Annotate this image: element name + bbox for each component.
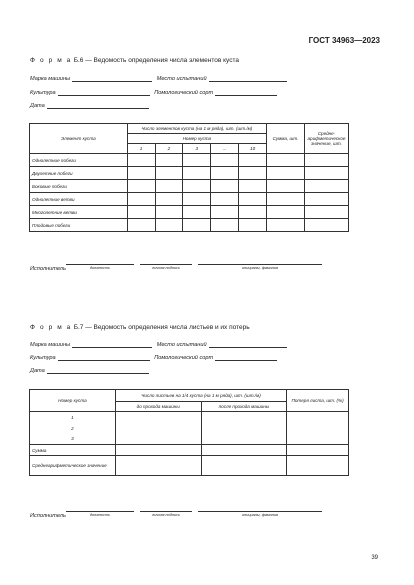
name-line[interactable] xyxy=(198,510,322,512)
form-label: Ф о р м а xyxy=(30,324,72,331)
machine-line[interactable] xyxy=(72,75,152,82)
table-row xyxy=(30,219,349,232)
page-number: 39 xyxy=(371,555,378,561)
table-row xyxy=(30,206,349,219)
bush-number-ellipsis: ... xyxy=(211,144,239,154)
test-place-label: Место испытаний xyxy=(156,76,207,82)
row-label: Среднеарифметическое значение xyxy=(30,456,116,476)
test-place-line[interactable] xyxy=(209,75,287,82)
header-count-group: Число листьев на 1/4 куста (на 1 м ряда), шт. (шт./м) xyxy=(115,390,286,402)
crop-line[interactable] xyxy=(58,89,150,96)
bush-number-2: 2 xyxy=(155,144,183,154)
form-title-b6 xyxy=(30,57,239,64)
row-label: 3 xyxy=(30,434,116,445)
date-label: Дата xyxy=(30,368,45,374)
header-after-machine: после прохода машины xyxy=(201,402,287,412)
crop-line[interactable] xyxy=(58,354,150,361)
crop-label: Культура xyxy=(30,355,56,361)
bush-number-3: 3 xyxy=(183,144,211,154)
header-bush-number: Номер куста xyxy=(30,390,116,412)
pomological-label: Помологический сорт xyxy=(154,355,214,361)
row-label: Однолетние побеги xyxy=(30,154,128,167)
field-row-date xyxy=(30,367,149,374)
machine-line[interactable] xyxy=(72,341,152,348)
field-row-crop xyxy=(30,89,277,96)
field-row-machine xyxy=(30,341,287,348)
form-number: Б.7 xyxy=(73,324,84,331)
table-row xyxy=(30,423,349,434)
header-mean: Средне-арифметическое значение, шт. xyxy=(304,124,348,154)
test-place-line[interactable] xyxy=(209,341,287,348)
header-before-machine: до прохода машины xyxy=(115,402,201,412)
elements-table xyxy=(29,123,349,232)
table-row xyxy=(30,167,349,180)
bush-number-10: 10 xyxy=(239,144,267,154)
name-caption: инициалы, фамилия xyxy=(242,513,278,517)
name-line[interactable] xyxy=(198,263,322,265)
header-loss: Потеря листа, шт. (%) xyxy=(287,390,349,412)
executor-label: Исполнитель xyxy=(30,266,66,272)
header-bush-number: Номер куста xyxy=(127,134,266,144)
signature-block-b6 xyxy=(30,257,66,275)
leaves-table xyxy=(29,389,349,476)
pomological-line[interactable] xyxy=(215,89,277,96)
table-row xyxy=(30,434,349,445)
form-label: Ф о р м а xyxy=(30,57,72,64)
pomological-line[interactable] xyxy=(215,354,277,361)
row-label: Сумма xyxy=(30,445,116,456)
row-label: Плодовые побеги xyxy=(30,219,128,232)
table-row xyxy=(30,412,349,423)
row-label: Двулетние побеги xyxy=(30,167,128,180)
pomological-label: Помологический сорт xyxy=(154,90,214,96)
form-title-b7 xyxy=(30,324,250,331)
signature-caption: личная подпись xyxy=(152,266,180,270)
header-count-group: Число элементов куста (на 1 м ряда), шт. (шт./м) xyxy=(127,124,266,134)
table-row xyxy=(30,180,349,193)
form-caption: — Ведомость определения числа листьев и их потерь xyxy=(85,324,250,331)
crop-label: Культура xyxy=(30,90,56,96)
table-row xyxy=(30,456,349,476)
date-line[interactable] xyxy=(47,367,149,374)
row-label: Боковые побеги xyxy=(30,180,128,193)
field-row-crop xyxy=(30,354,277,361)
header-sum: Сумма, шт. xyxy=(267,124,305,154)
bush-number-1: 1 xyxy=(127,144,155,154)
field-row-machine xyxy=(30,75,287,82)
executor-label: Исполнитель xyxy=(30,513,66,519)
position-line[interactable] xyxy=(66,263,134,265)
form-number: Б.6 xyxy=(73,57,84,64)
row-label: Однолетние ветви xyxy=(30,193,128,206)
signature-caption: личная подпись xyxy=(152,513,180,517)
row-label: 2 xyxy=(30,423,116,434)
form-caption: — Ведомость определения числа элементов куста xyxy=(85,57,239,64)
date-label: Дата xyxy=(30,103,45,109)
header-element: Элемент куста xyxy=(30,124,128,154)
position-caption: должность xyxy=(89,266,111,270)
signature-line[interactable] xyxy=(140,510,192,512)
position-line[interactable] xyxy=(66,510,134,512)
table-row xyxy=(30,445,349,456)
row-label: 1 xyxy=(30,412,116,423)
machine-label: Марка машины xyxy=(30,342,71,348)
date-line[interactable] xyxy=(47,102,149,109)
name-caption: инициалы, фамилия xyxy=(242,266,278,270)
document-code: ГОСТ 34963—2023 xyxy=(308,36,380,45)
machine-label: Марка машины xyxy=(30,76,71,82)
position-caption: должность xyxy=(89,513,111,517)
row-label: Многолетние ветви xyxy=(30,206,128,219)
test-place-label: Место испытаний xyxy=(156,342,207,348)
table-row xyxy=(30,193,349,206)
table-row xyxy=(30,154,349,167)
signature-block-b7 xyxy=(30,504,66,522)
signature-line[interactable] xyxy=(140,263,192,265)
field-row-date xyxy=(30,102,149,109)
